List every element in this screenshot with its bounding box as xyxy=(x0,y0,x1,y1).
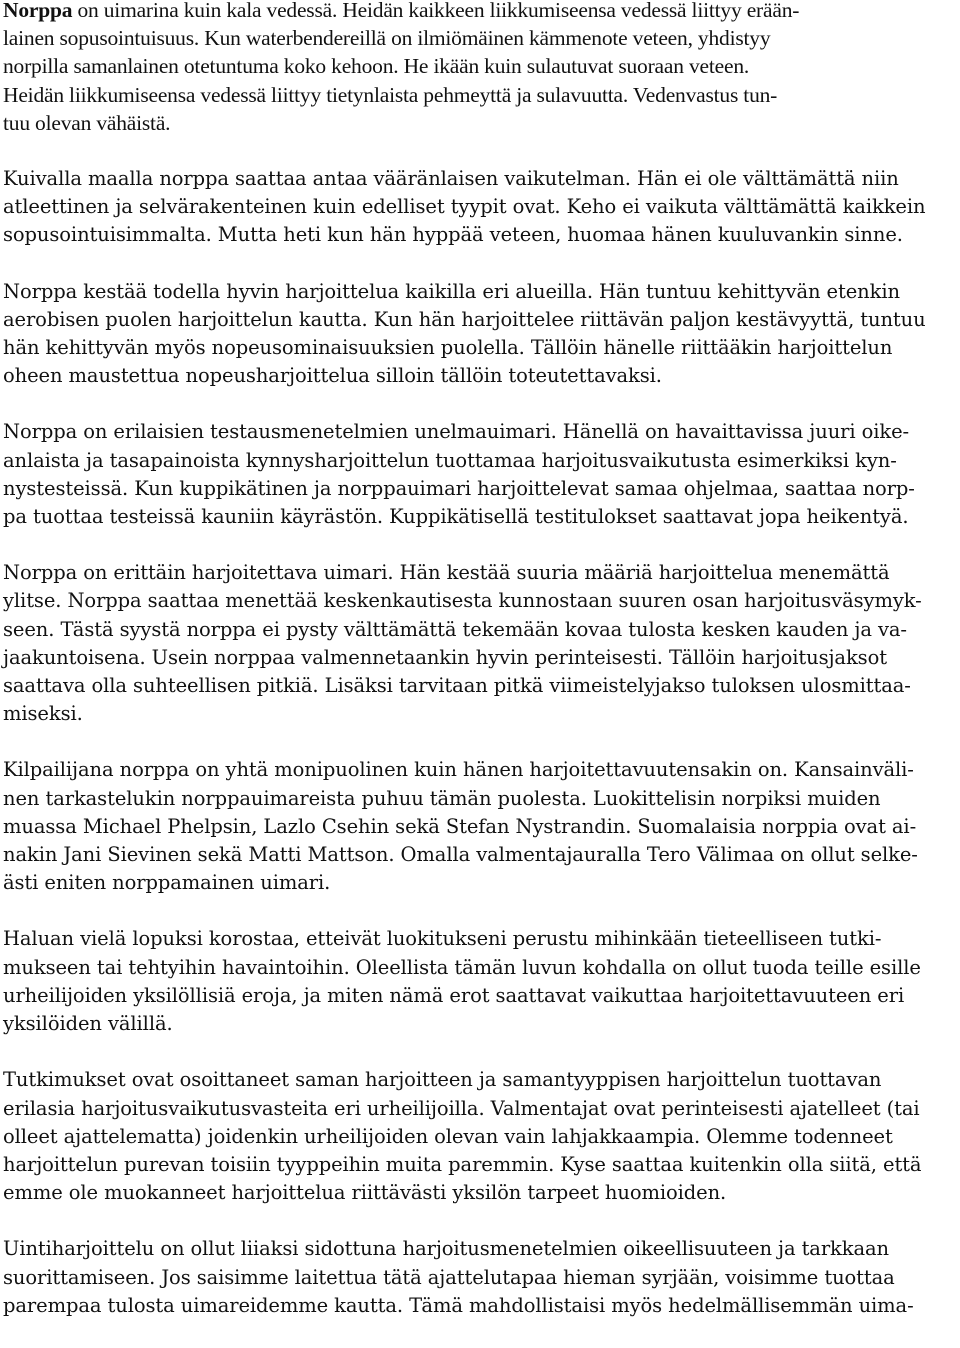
document-page xyxy=(3,0,960,1348)
lead-word: Norppa xyxy=(3,0,73,22)
paragraph-4: Norppa on erilaisien testausmenetelmien unelmauimari. Hänellä on havaittavissa juuri oike- anlaista ja tasapainoista kynnysharjoittelun tuottamaa harjoitusvaikutusta esimerkiksi kyn- nystesteissä. Kun kuppikätinen ja norppauimari harjoittelevat samaa ohjelmaa, saattaa norp- pa tuottaa testeissä kauniin käyrästön. Kuppikätisellä testitulokset saattavat jopa heikentyä. xyxy=(3,420,915,529)
paragraph-6: Kilpailijana norppa on yhtä monipuolinen kuin hänen harjoitettavuutensakin on. Kansainväli- nen tarkastelukin norppauimareista puhuu tämän puolesta. Luokittelisin norpiksi muiden muassa Michael Phelpsin, Lazlo Csehin sekä Stefan Nystrandin. Suomalaisia norppia ovat ai- nakin Jani Sievinen sekä Matti Mattson. Omalla valmentajauralla Tero Välimaa on ollut selke- ästi eniten norppamainen uimari. xyxy=(3,758,918,895)
paragraph-9: Uintiharjoittelu on ollut liiaksi sidottuna harjoitusmenetelmien oikeellisuuteen ja tarkkaan suorittamiseen. Jos saisimme laitettua tätä ajattelutapaa hieman syrjään, voisimme tuottaa parempaa tulosta uimareidemme kautta. Tämä mahdollistaisi myös hedelmällisemmän uima- xyxy=(3,1237,914,1317)
paragraph-3: Norppa kestää todella hyvin harjoittelua kaikilla eri alueilla. Hän tuntuu kehittyvän etenkin aerobisen puolen harjoittelun kautta. Kun hän harjoittelee riittävän paljon kestävyyttä, tuntuu hän kehittyvän myös nopeusominaisuuksien puolella. Tällöin hänelle riittääkin harjoittelun oheen maustettua nopeusharjoittelua silloin tällöin toteutettavaksi. xyxy=(3,279,926,388)
paragraph-5: Norppa on erittäin harjoitettava uimari. Hän kestää suuria määriä harjoittelua menemättä ylitse. Norppa saattaa menettää keskenkautisesta kunnostaan suuren osan harjoitusväsymyk- seen. Tästä syystä norppa ei pysty välttämättä tekemään kovaa tulosta kesken kauden ja va- jaakuntoisena. Usein norppaa valmennetaankin hyvin perinteisesti. Tällöin harjoitusjaksot saattava olla suhteellisen pitkiä. Lisäksi tarvitaan pitkä viimeistelyjakso tuloksen ulosmittaa- miseksi. xyxy=(3,561,922,726)
paragraph-1-text: on uimarina kuin kala vedessä. Heidän kaikkeen liikkumiseensa vedessä liittyy erään- lainen sopusointuisuus. Kun waterbendereillä on ilmiömäinen kämmenote veteen, yhdistyy norpilla samanlainen otetuntuma koko kehoon. He ikään kuin sulautuvat suoraan veteen. Heidän liikkumiseensa vedessä liittyy tietynlaista pehmeyttä ja sulavuutta. Vedenvastus tun- tuu olevan vähäistä. xyxy=(3,0,800,135)
paragraph-2: Kuivalla maalla norppa saattaa antaa vääränlaisen vaikutelman. Hän ei ole välttämättä niin atleettinen ja selvärakenteinen kuin edelliset tyypit ovat. Keho ei vaikuta välttämättä kaikkein sopusointuisimmalta. Mutta heti kun hän hyppää veteen, huomaa hänen kuuluvankin sinne. xyxy=(3,167,926,247)
paragraph-7: Haluan vielä lopuksi korostaa, etteivät luokitukseni perustu mihinkään tieteelliseen tutki- mukseen tai tehtyihin havaintoihin. Oleellista tämän luvun kohdalla on ollut tuoda teille esille urheilijoiden yksilöllisiä eroja, ja miten nämä erot saattavat vaikuttaa harjoitettavuuteen eri yksilöiden välillä. xyxy=(3,927,921,1036)
paragraph-1 xyxy=(3,0,960,137)
paragraph-8: Tutkimukset ovat osoittaneet saman harjoitteen ja samantyyppisen harjoittelun tuottavan erilasia harjoitusvaikutusvasteita eri urheilijoilla. Valmentajat ovat perinteisesti ajatelleet (tai olleet ajattelematta) joidenkin urheilijoiden olevan vain lahjakkaampia. Olemme todenneet harjoittelun purevan toisiin tyyppeihin muita paremmin. Kyse saattaa kuitenkin olla siitä, että emme ole muokanneet harjoittelua riittävästi yksilön tarpeet huomioiden. xyxy=(3,1068,922,1205)
